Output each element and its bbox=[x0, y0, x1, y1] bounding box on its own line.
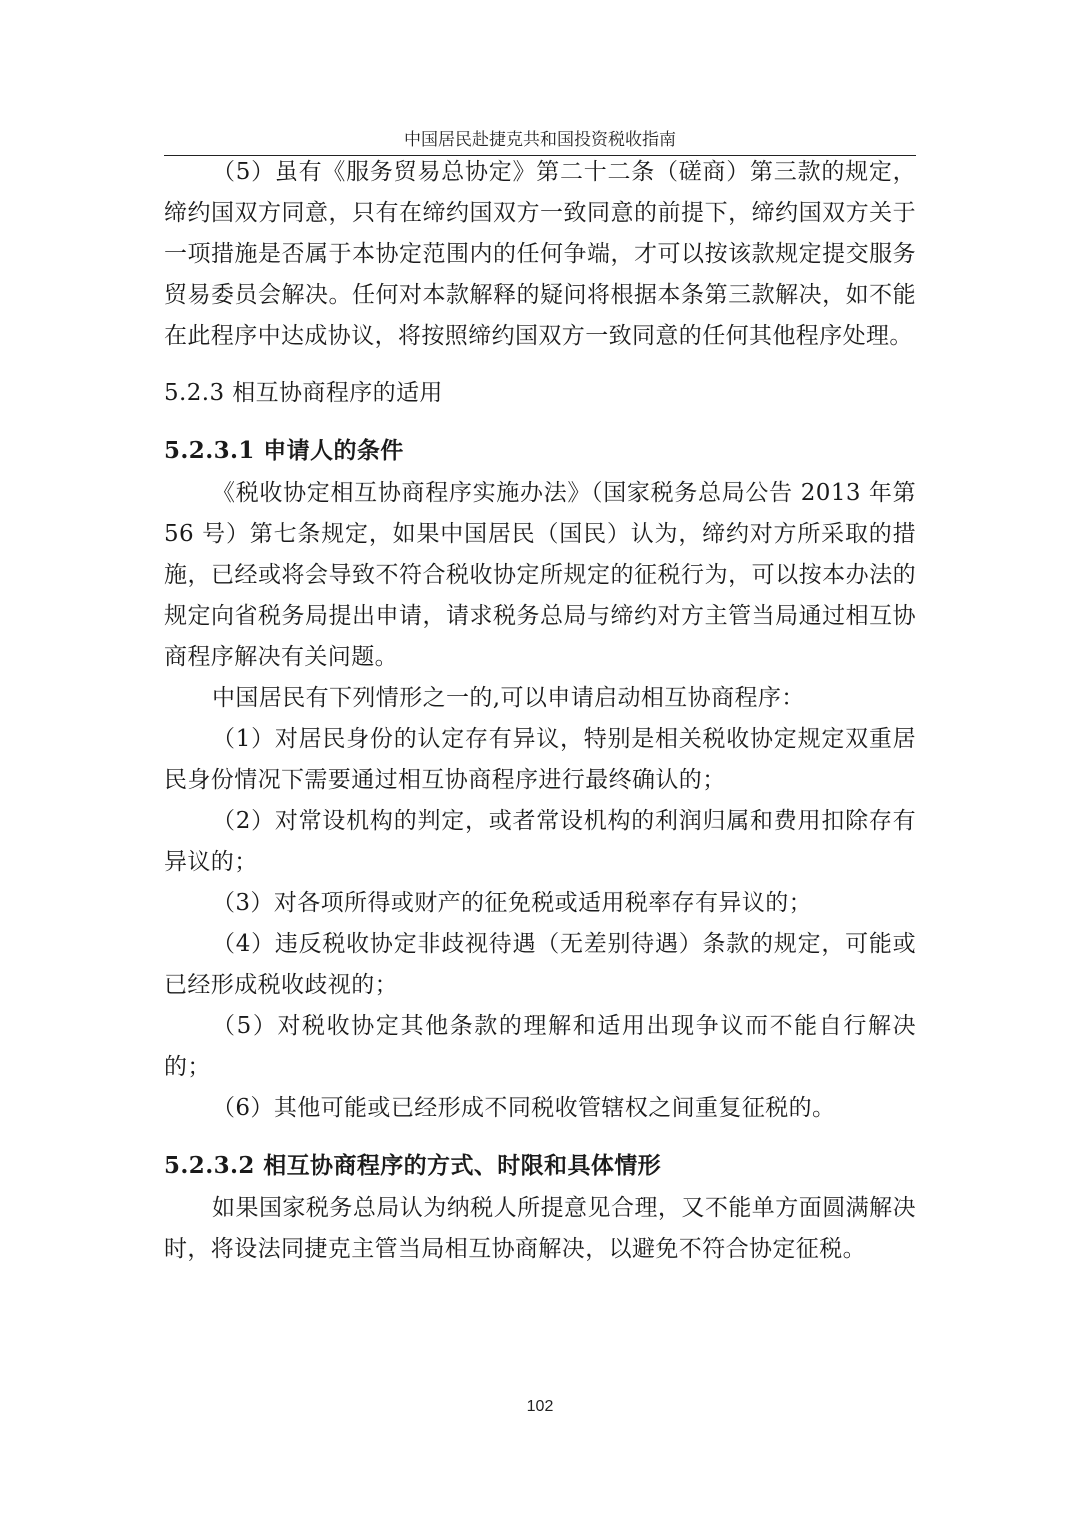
section-heading-5-2-3-1: 5.2.3.1 申请人的条件 bbox=[164, 437, 404, 464]
list-item-5: （5）对税收协定其他条款的理解和适用出现争议而不能自行解决的； bbox=[164, 1013, 916, 1080]
list-item-4: （4）违反税收协定非歧视待遇（无差别待遇）条款的规定，可能或已经形成税收歧视的； bbox=[164, 931, 916, 998]
section-heading-5-2-3-2: 5.2.3.2 相互协商程序的方式、时限和具体情形 bbox=[164, 1152, 662, 1179]
list-item-3: （3）对各项所得或财产的征免税或适用税率存有异议的； bbox=[212, 890, 813, 916]
list-item-1: （1）对居民身份的认定存有异议，特别是相关税收协定规定双重居民身份情况下需要通过相互协商程序进行最终确认的； bbox=[164, 726, 916, 793]
paragraph-conditions-lead: 中国居民有下列情形之一的,可以申请启动相互协商程序： bbox=[212, 685, 805, 711]
section-heading-5-2-3: 5.2.3 相互协商程序的适用 bbox=[164, 380, 443, 406]
running-header: 中国居民赴捷克共和国投资税收指南 bbox=[404, 130, 676, 150]
list-item-6: （6）其他可能或已经形成不同税收管辖权之间重复征税的。 bbox=[212, 1095, 836, 1121]
page-number: 102 bbox=[526, 1398, 554, 1415]
paragraph-intro: （5）虽有《服务贸易总协定》第二十二条（磋商）第三款的规定，缔约国双方同意，只有在缔约国双方一致同意的前提下，缔约国双方关于一项措施是否属于本协定范围内的任何争端，才可以按该款规定提交服务贸易委员会解决。任何对本款解释的疑问将根据本条第三款解决，如不能在此程序中达成协议，将按照缔约国双方一致同意的任何其他程序处理。 bbox=[164, 159, 916, 349]
paragraph-regulation: 《税收协定相互协商程序实施办法》（国家税务总局公告 2013 年第 56 号）第七条规定，如果中国居民（国民）认为，缔约对方所采取的措施，已经或将会导致不符合税收协定所规定的征税行为，可以按本办法的规定向省税务局提出申请，请求税务总局与缔约对方主管当局通过相互协商程序解决有关问题。 bbox=[164, 480, 916, 670]
paragraph-negotiation: 如果国家税务总局认为纳税人所提意见合理，又不能单方面圆满解决时，将设法同捷克主管当局相互协商解决，以避免不符合协定征税。 bbox=[164, 1195, 916, 1262]
list-item-2: （2）对常设机构的判定，或者常设机构的利润归属和费用扣除存有异议的； bbox=[164, 808, 916, 875]
page-body bbox=[164, 152, 916, 1270]
